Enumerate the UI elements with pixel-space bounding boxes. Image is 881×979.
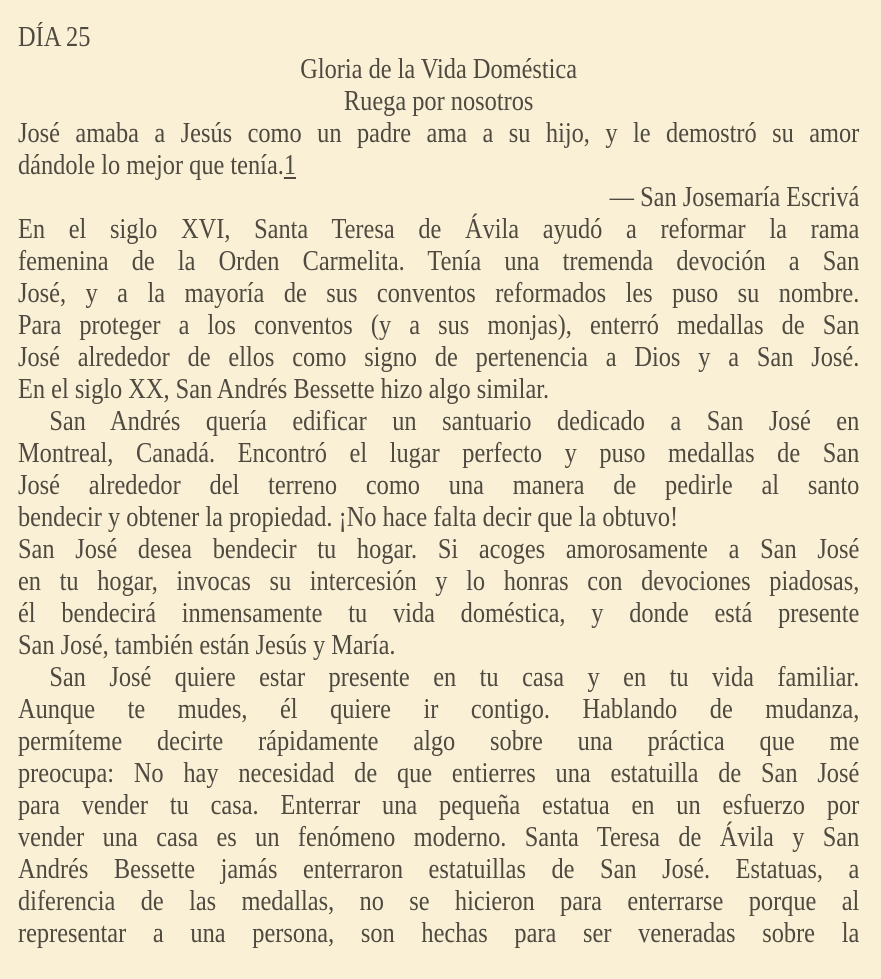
epigraph-attribution-text: — San Josemaría Escrivá xyxy=(609,182,860,213)
body-line xyxy=(18,918,859,950)
body-line xyxy=(18,406,859,438)
epigraph-attribution xyxy=(18,182,859,214)
body-line-text: En el siglo XVI, Santa Teresa de Ávila ayudó a reformar la rama xyxy=(18,214,860,245)
body-line xyxy=(18,598,859,630)
epigraph-line-text: dándole lo mejor que tenía. xyxy=(18,150,284,181)
epigraph-line-text: José amaba a Jesús como un padre ama a su hijo, y le demostró su amor xyxy=(18,118,860,149)
body-line-text: Andrés Bessette jamás enterraron estatuillas de San José. Estatuas, a xyxy=(18,854,860,885)
epigraph-line xyxy=(18,118,859,150)
day-label xyxy=(18,22,859,54)
text-column xyxy=(18,22,859,950)
body-line-text: femenina de la Orden Carmelita. Tenía una tremenda devoción a San xyxy=(18,246,860,277)
body-line-text: para vender tu casa. Enterrar una pequeña estatua en un esfuerzo por xyxy=(18,790,860,821)
invocation-line xyxy=(18,54,859,86)
invocation-line-text: Gloria de la Vida Doméstica xyxy=(300,54,578,85)
body-line xyxy=(18,246,859,278)
body-line-text: José alrededor de ellos como signo de pertenencia a Dios y a San José. xyxy=(18,342,860,373)
body-line-text: vender una casa es un fenómeno moderno. Santa Teresa de Ávila y San xyxy=(18,822,860,853)
body-line xyxy=(18,886,859,918)
body-line-text: preocupa: No hay necesidad de que entierres una estatuilla de San José xyxy=(18,758,860,789)
body-line xyxy=(18,310,859,342)
body-line-text: Aunque te mudes, él quiere ir contigo. Hablando de mudanza, xyxy=(18,694,860,725)
body-line xyxy=(18,566,859,598)
body-line-text: Para proteger a los conventos (y a sus monjas), enterró medallas de San xyxy=(18,310,860,341)
body-line-text: él bendecirá inmensamente tu vida doméstica, y donde está presente xyxy=(18,598,860,629)
body-line xyxy=(18,438,859,470)
body-line xyxy=(18,790,859,822)
body-line xyxy=(18,694,859,726)
body-line xyxy=(18,854,859,886)
body-line xyxy=(18,758,859,790)
body-line-text: San José, también están Jesús y María. xyxy=(18,630,396,661)
body-line-text: en tu hogar, invocas su intercesión y lo honras con devociones piadosas, xyxy=(18,566,860,597)
day-label-text: DÍA 25 xyxy=(18,22,91,53)
body-line-text: diferencia de las medallas, no se hicieron para enterrarse porque al xyxy=(18,886,860,917)
invocation-line-text: Ruega por nosotros xyxy=(343,86,534,117)
body-line xyxy=(18,726,859,758)
body-line xyxy=(18,662,859,694)
footnote-ref-1[interactable]: 1 xyxy=(283,150,297,181)
body-line xyxy=(18,342,859,374)
body-line-text: José alrededor del terreno como una manera de pedirle al santo xyxy=(18,470,860,501)
body-line-text: representar a una persona, son hechas para ser veneradas sobre la xyxy=(18,918,860,949)
body-line-text: Montreal, Canadá. Encontró el lugar perfecto y puso medallas de San xyxy=(18,438,860,469)
body-line xyxy=(18,278,859,310)
body-line-text: San José quiere estar presente en tu casa y en tu vida familiar. xyxy=(49,662,860,693)
body-line-text: permíteme decirte rápidamente algo sobre una práctica que me xyxy=(18,726,860,757)
body-line xyxy=(18,214,859,246)
body-line-text: bendecir y obtener la propiedad. ¡No hace falta decir que la obtuvo! xyxy=(18,502,679,533)
body-line-text: José, y a la mayoría de sus conventos reformados les puso su nombre. xyxy=(18,278,860,309)
body-line-text: San Andrés quería edificar un santuario dedicado a San José en xyxy=(49,406,860,437)
body-line-text: San José desea bendecir tu hogar. Si acoges amorosamente a San José xyxy=(18,534,860,565)
invocation-line xyxy=(18,86,859,118)
body-line xyxy=(18,534,859,566)
body-line-text: En el siglo XX, San Andrés Bessette hizo algo similar. xyxy=(18,374,550,405)
body-line xyxy=(18,470,859,502)
body-line xyxy=(18,822,859,854)
